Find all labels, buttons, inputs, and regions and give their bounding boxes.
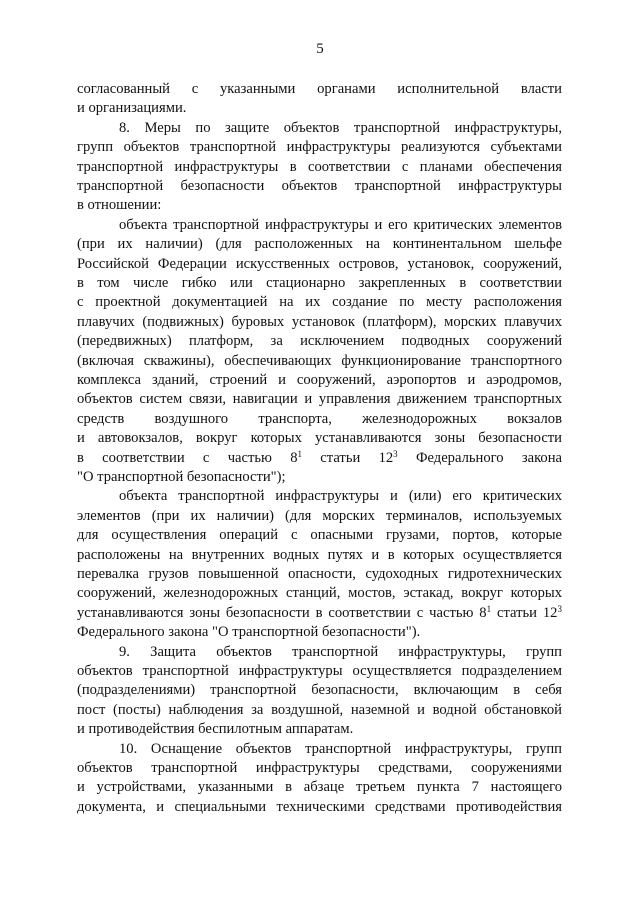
page-number: 5 <box>316 41 324 57</box>
text-line: в том числе гибко или стационарно закрепленных в соответствии <box>77 275 562 291</box>
text-line: (передвижных) платформ, за исключением подводных сооружений <box>77 333 562 350</box>
text-line: транспортной безопасности объектов транспортной инфраструктуры <box>77 178 562 194</box>
text-line: в отношении: <box>77 197 162 214</box>
text-line: пост (посты) наблюдения за воздушной, наземной и водной обстановкой <box>77 701 562 718</box>
text-line: объектов транспортной инфраструктуры осуществляется подразделением <box>77 663 562 679</box>
text-line: устанавливаются зоны безопасности в соответствии с частью $8^1$ статьи $12^3$ <box>77 603 562 621</box>
text-line: комплекса зданий, строений и сооружений, аэропортов и аэродромов, <box>77 372 562 388</box>
text-line: Российской Федерации искусственных островов, установок, сооружений, <box>77 255 562 272</box>
text-line: 9. Защита объектов транспортной инфраструктуры, групп <box>119 643 562 660</box>
text-line: расположены на внутренних водных путях и в которых осуществляется <box>77 546 562 563</box>
text-line: сооружений, железнодорожных станций, мостов, эстакад, вокруг которых <box>77 585 562 602</box>
text-line: элементов (при их наличии) (для морских терминалов, используемых <box>77 507 562 524</box>
text-line: документа, и специальными техническими средствами противодействия <box>77 798 562 815</box>
text-line: в соответствии с частью $8^1$ статьи $12^3$ Федерального закона <box>77 448 562 466</box>
text-line: плавучих (подвижных) буровых установок (платформ), морских плавучих <box>77 313 562 330</box>
text-line: с проектной документацией на их создание по месту расположения <box>77 294 562 311</box>
text-line: объектов систем связи, навигации и управления движением транспортных <box>77 391 562 408</box>
text-line: согласованный с указанными органами исполнительной власти <box>77 81 562 97</box>
text-line: средств воздушного транспорта, железнодорожных вокзалов <box>77 410 562 427</box>
text-line: "О транспортной безопасности"); <box>77 469 286 485</box>
text-line: (при их наличии) (для расположенных на континентальном шельфе <box>77 236 562 253</box>
text-line: групп объектов транспортной инфраструктуры реализуются субъектами <box>77 139 562 156</box>
text-line: (включая скважины), обеспечивающих функционирование транспортного <box>77 352 562 369</box>
text-line: (подразделениями) транспортной безопасности, включающим в себя <box>77 682 562 699</box>
text-line: Федерального закона "О транспортной безопасности"). <box>77 624 421 641</box>
text-line: 8. Меры по защите объектов транспортной инфраструктуры, <box>119 119 562 136</box>
text-line: для осуществления операций с опасными грузами, портов, которые <box>77 527 562 544</box>
text-line: и устройствами, указанными в абзаце третьем пункта 7 настоящего <box>77 779 562 796</box>
text-line: 10. Оснащение объектов транспортной инфраструктуры, групп <box>119 740 562 757</box>
text-line: перевалка грузов повышенной опасности, судоходных гидротехнических <box>77 566 562 582</box>
text-line: и автовокзалов, вокруг которых устанавливаются зоны безопасности <box>77 430 562 447</box>
text-line: объектов транспортной инфраструктуры средствами, сооружениями <box>77 760 562 776</box>
text-line: транспортной инфраструктуры в соответствии с планами обеспечения <box>77 158 562 175</box>
text-line: объекта транспортной инфраструктуры и его критических элементов <box>119 216 562 233</box>
text-line: объекта транспортной инфраструктуры и (или) его критических <box>119 488 562 505</box>
text-line: и организациями. <box>77 100 187 117</box>
text-line: и противодействия беспилотным аппаратам. <box>77 721 354 738</box>
